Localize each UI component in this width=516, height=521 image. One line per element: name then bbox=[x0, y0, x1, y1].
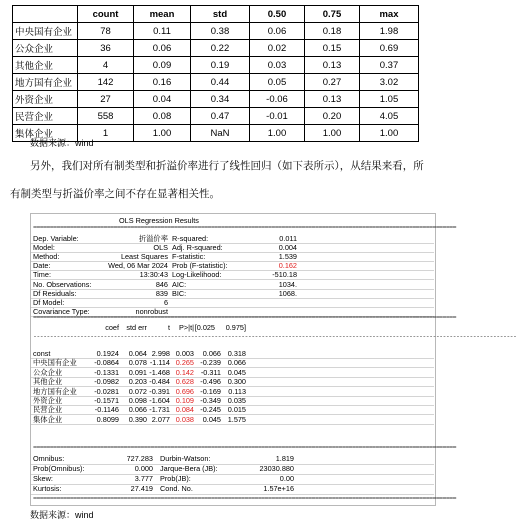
info-value: 0.162 bbox=[278, 261, 297, 271]
table-cell: 0.06 bbox=[250, 23, 305, 40]
paragraph-line-1: 另外，我们对所有制类型和折溢价率进行了线性回归（如下表所示），从结果来看，所 bbox=[30, 160, 424, 172]
coef-name: const bbox=[33, 349, 51, 358]
diag-label: Prob(Omnibus): bbox=[33, 464, 85, 473]
table-row bbox=[13, 108, 419, 125]
table-row bbox=[13, 23, 419, 40]
coef-value: -0.1331 bbox=[94, 367, 119, 377]
diag-value: 0.000 bbox=[134, 464, 153, 473]
info-value: 0.011 bbox=[279, 234, 297, 243]
info-value: 1.539 bbox=[278, 252, 297, 262]
coef-value: -0.349 bbox=[200, 396, 221, 405]
table-cell: 0.27 bbox=[305, 74, 360, 91]
info-label: Date: bbox=[33, 261, 51, 271]
table-cell: 0.08 bbox=[134, 108, 191, 125]
table-cell: 0.16 bbox=[134, 74, 191, 91]
diag-label: Kurtosis: bbox=[33, 484, 62, 493]
coef-value: 0.045 bbox=[227, 367, 246, 377]
table-cell: -0.06 bbox=[250, 91, 305, 108]
row-label: 民营企业 bbox=[13, 108, 78, 125]
row-divider bbox=[31, 243, 434, 244]
table-cell: 1.98 bbox=[360, 23, 419, 40]
column-header: max bbox=[360, 6, 419, 23]
row-label: 外资企业 bbox=[13, 91, 78, 108]
coef-value: 0.109 bbox=[175, 396, 194, 405]
coef-name: 集体企业 bbox=[33, 414, 63, 424]
table-cell: 0.37 bbox=[360, 57, 419, 74]
coef-value: 0.390 bbox=[128, 414, 147, 424]
double-separator: ============================================================================================================================== bbox=[33, 495, 456, 502]
coef-value: -1.731 bbox=[149, 405, 170, 415]
row-label: 地方国有企业 bbox=[13, 74, 78, 91]
coef-header: P>|t| bbox=[179, 323, 194, 332]
coef-name: 外资企业 bbox=[33, 396, 63, 405]
row-label: 公众企业 bbox=[13, 40, 78, 57]
coef-value: -0.0864 bbox=[94, 358, 119, 368]
diag-value: 1.57e+16 bbox=[263, 484, 294, 493]
coef-value: 0.003 bbox=[175, 349, 194, 358]
double-separator: ============================================================================================================================== bbox=[33, 444, 456, 451]
coef-header: coef bbox=[105, 323, 119, 332]
info-label: Model: bbox=[33, 243, 55, 253]
info-label: Method: bbox=[33, 252, 60, 262]
diag-label: Prob(JB): bbox=[160, 474, 191, 483]
row-divider bbox=[31, 298, 434, 299]
coef-value: 0.066 bbox=[202, 349, 221, 358]
table-cell: 1.00 bbox=[250, 125, 305, 142]
info-label: R-squared: bbox=[172, 234, 209, 243]
table-cell: 1 bbox=[78, 125, 134, 142]
row-divider bbox=[31, 464, 434, 465]
coef-value: 0.142 bbox=[175, 367, 194, 377]
table-cell: 0.34 bbox=[191, 91, 250, 108]
coef-value: 1.575 bbox=[227, 414, 246, 424]
row-divider bbox=[31, 289, 434, 290]
info-label: Log-Likelihood: bbox=[172, 270, 222, 280]
coef-value: 0.113 bbox=[228, 386, 246, 396]
coef-value: 0.265 bbox=[175, 358, 194, 368]
info-value: 0.004 bbox=[278, 243, 297, 253]
coef-value: 0.318 bbox=[227, 349, 246, 358]
paragraph-line-2: 有制类型与折溢价率之间不存在显著相关性。 bbox=[10, 188, 220, 200]
diag-value: 727.283 bbox=[126, 454, 153, 463]
row-divider bbox=[31, 474, 434, 475]
table-cell: 0.05 bbox=[250, 74, 305, 91]
table-cell: 0.69 bbox=[360, 40, 419, 57]
table-cell: 0.15 bbox=[305, 40, 360, 57]
info-value: 1034. bbox=[278, 279, 297, 289]
coef-value: -0.239 bbox=[200, 358, 221, 368]
coef-value: 0.1924 bbox=[96, 349, 119, 358]
info-value: Least Squares bbox=[120, 252, 168, 262]
info-value: OLS bbox=[153, 243, 168, 253]
coef-value: 0.098 bbox=[128, 396, 147, 405]
table-cell: 0.03 bbox=[250, 57, 305, 74]
coef-value: 0.696 bbox=[175, 386, 194, 396]
table-cell: 0.09 bbox=[134, 57, 191, 74]
coef-value: 0.084 bbox=[175, 405, 194, 415]
coef-name: 其他企业 bbox=[33, 377, 63, 387]
table-cell: 0.22 bbox=[191, 40, 250, 57]
info-label: BIC: bbox=[172, 288, 187, 298]
info-value: 846 bbox=[155, 279, 168, 289]
table-row bbox=[13, 91, 419, 108]
coef-value: -0.1571 bbox=[94, 396, 119, 405]
table-cell: -0.01 bbox=[250, 108, 305, 125]
table-cell: NaN bbox=[191, 125, 250, 142]
coef-header: t bbox=[167, 323, 170, 332]
coef-value: -0.1146 bbox=[94, 405, 119, 415]
info-value: 6 bbox=[163, 297, 168, 307]
coef-value: 0.300 bbox=[227, 377, 246, 387]
diag-value: 0.00 bbox=[279, 474, 294, 483]
row-label: 中央国有企业 bbox=[13, 23, 78, 40]
info-label: Time: bbox=[33, 270, 51, 280]
coef-value: 0.8099 bbox=[96, 414, 119, 424]
column-header: mean bbox=[134, 6, 191, 23]
coef-value: -0.391 bbox=[149, 386, 170, 396]
table-cell: 1.05 bbox=[360, 91, 419, 108]
row-divider bbox=[31, 261, 434, 262]
table-cell: 4.05 bbox=[360, 108, 419, 125]
table-row bbox=[13, 74, 419, 91]
ols-regression-results bbox=[30, 213, 516, 506]
info-label: Df Residuals: bbox=[33, 288, 77, 298]
coef-header: std err bbox=[126, 323, 147, 332]
table-cell: 3.02 bbox=[360, 74, 419, 91]
coef-value: 0.064 bbox=[128, 349, 147, 358]
table-cell: 558 bbox=[78, 108, 134, 125]
table-cell: 1.00 bbox=[360, 125, 419, 142]
coef-value: 2.077 bbox=[151, 414, 170, 424]
double-separator: ============================================================================================================================== bbox=[33, 314, 456, 321]
info-label: No. Observations: bbox=[33, 279, 92, 289]
coef-name: 地方国有企业 bbox=[33, 386, 77, 396]
coef-value: 0.628 bbox=[175, 377, 194, 387]
coef-value: 0.203 bbox=[128, 377, 147, 387]
coef-header: [0.025 bbox=[194, 323, 215, 332]
table-cell: 1.00 bbox=[305, 125, 360, 142]
diag-label: Omnibus: bbox=[33, 454, 65, 463]
info-label: Covariance Type: bbox=[33, 306, 90, 316]
row-divider bbox=[31, 307, 434, 308]
info-label: Prob (F-statistic): bbox=[172, 261, 228, 271]
coef-value: 0.066 bbox=[227, 358, 246, 368]
column-header: 0.75 bbox=[305, 6, 360, 23]
table-header-row bbox=[13, 6, 419, 23]
table-cell: 1.00 bbox=[134, 125, 191, 142]
diag-label: Durbin-Watson: bbox=[160, 454, 211, 463]
coef-value: -0.496 bbox=[200, 377, 221, 387]
row-divider bbox=[31, 279, 434, 280]
coef-value: 0.038 bbox=[175, 414, 194, 424]
diag-value: 1.819 bbox=[275, 454, 294, 463]
coef-value: 0.035 bbox=[227, 396, 246, 405]
coef-value: -1.114 bbox=[149, 358, 170, 368]
table-cell: 0.19 bbox=[191, 57, 250, 74]
double-separator: ============================================================================================================================== bbox=[33, 224, 456, 231]
diag-label: Jarque-Bera (JB): bbox=[160, 464, 218, 473]
coef-value: 0.015 bbox=[227, 405, 246, 415]
info-value: Wed, 06 Mar 2024 bbox=[108, 261, 168, 271]
coef-value: 0.066 bbox=[128, 405, 147, 415]
data-source-note: 数据来源：wind bbox=[30, 138, 94, 148]
row-divider bbox=[31, 424, 434, 425]
table-row bbox=[13, 57, 419, 74]
row-divider bbox=[31, 252, 434, 253]
table-cell: 4 bbox=[78, 57, 134, 74]
table-cell: 0.44 bbox=[191, 74, 250, 91]
coef-header: 0.975] bbox=[225, 323, 246, 332]
info-label: Df Model: bbox=[33, 297, 65, 307]
column-header: 0.50 bbox=[250, 6, 305, 23]
coef-value: -0.245 bbox=[200, 405, 221, 415]
coef-value: 0.072 bbox=[128, 386, 147, 396]
row-label: 集体企业 bbox=[13, 125, 78, 142]
table-cell: 0.13 bbox=[305, 91, 360, 108]
single-separator: ------------------------------------------------------------------------------------------------------------------------------------------------ bbox=[33, 333, 516, 340]
info-label: Dep. Variable: bbox=[33, 234, 79, 243]
table-cell: 36 bbox=[78, 40, 134, 57]
table-cell: 0.06 bbox=[134, 40, 191, 57]
coef-value: -0.169 bbox=[200, 386, 221, 396]
table-cell: 78 bbox=[78, 23, 134, 40]
table-cell: 142 bbox=[78, 74, 134, 91]
row-label: 其他企业 bbox=[13, 57, 78, 74]
coef-name: 中央国有企业 bbox=[33, 358, 77, 368]
table-body bbox=[13, 23, 419, 142]
coef-value: 0.078 bbox=[128, 358, 147, 368]
coef-value: -0.311 bbox=[200, 367, 221, 377]
data-source-note: 数据来源：wind bbox=[30, 510, 94, 520]
info-label: AIC: bbox=[172, 279, 187, 289]
table-cell: 0.38 bbox=[191, 23, 250, 40]
diag-value: 23030.880 bbox=[259, 464, 294, 473]
table-cell: 0.02 bbox=[250, 40, 305, 57]
info-value: nonrobust bbox=[135, 306, 168, 316]
diag-label: Cond. No. bbox=[160, 484, 193, 493]
table-cell: 0.47 bbox=[191, 108, 250, 125]
summary-statistics-table bbox=[12, 5, 419, 142]
table-cell: 0.18 bbox=[305, 23, 360, 40]
info-value: 839 bbox=[155, 288, 168, 298]
table-cell: 0.13 bbox=[305, 57, 360, 74]
table-row bbox=[13, 40, 419, 57]
table-cell: 0.11 bbox=[134, 23, 191, 40]
coef-value: 2.998 bbox=[151, 349, 170, 358]
table-cell: 27 bbox=[78, 91, 134, 108]
coef-value: -0.0982 bbox=[94, 377, 119, 387]
coef-value: -1.468 bbox=[149, 367, 170, 377]
info-label: F-statistic: bbox=[172, 252, 206, 262]
column-header bbox=[13, 6, 78, 23]
coef-name: 民营企业 bbox=[33, 405, 63, 415]
info-value: 13:30:43 bbox=[139, 270, 168, 280]
ols-title: OLS Regression Results bbox=[119, 216, 199, 225]
info-label: Adj. R-squared: bbox=[172, 243, 223, 253]
row-divider bbox=[31, 270, 434, 271]
info-value: 折溢价率 bbox=[138, 234, 168, 243]
coef-value: 0.045 bbox=[202, 414, 221, 424]
info-value: -510.18 bbox=[272, 270, 297, 280]
coef-value: -0.484 bbox=[149, 377, 170, 387]
coef-value: -0.0281 bbox=[94, 386, 119, 396]
diag-value: 27.419 bbox=[130, 484, 153, 493]
diag-value: 3.777 bbox=[134, 474, 153, 483]
info-value: 1068. bbox=[278, 288, 297, 298]
coef-name: 公众企业 bbox=[33, 367, 63, 377]
table-cell: 0.04 bbox=[134, 91, 191, 108]
coef-value: -1.604 bbox=[149, 396, 170, 405]
coef-value: 0.091 bbox=[128, 367, 147, 377]
diag-label: Skew: bbox=[33, 474, 53, 483]
row-divider bbox=[31, 484, 434, 485]
column-header: count bbox=[78, 6, 134, 23]
table-cell: 0.20 bbox=[305, 108, 360, 125]
column-header: std bbox=[191, 6, 250, 23]
